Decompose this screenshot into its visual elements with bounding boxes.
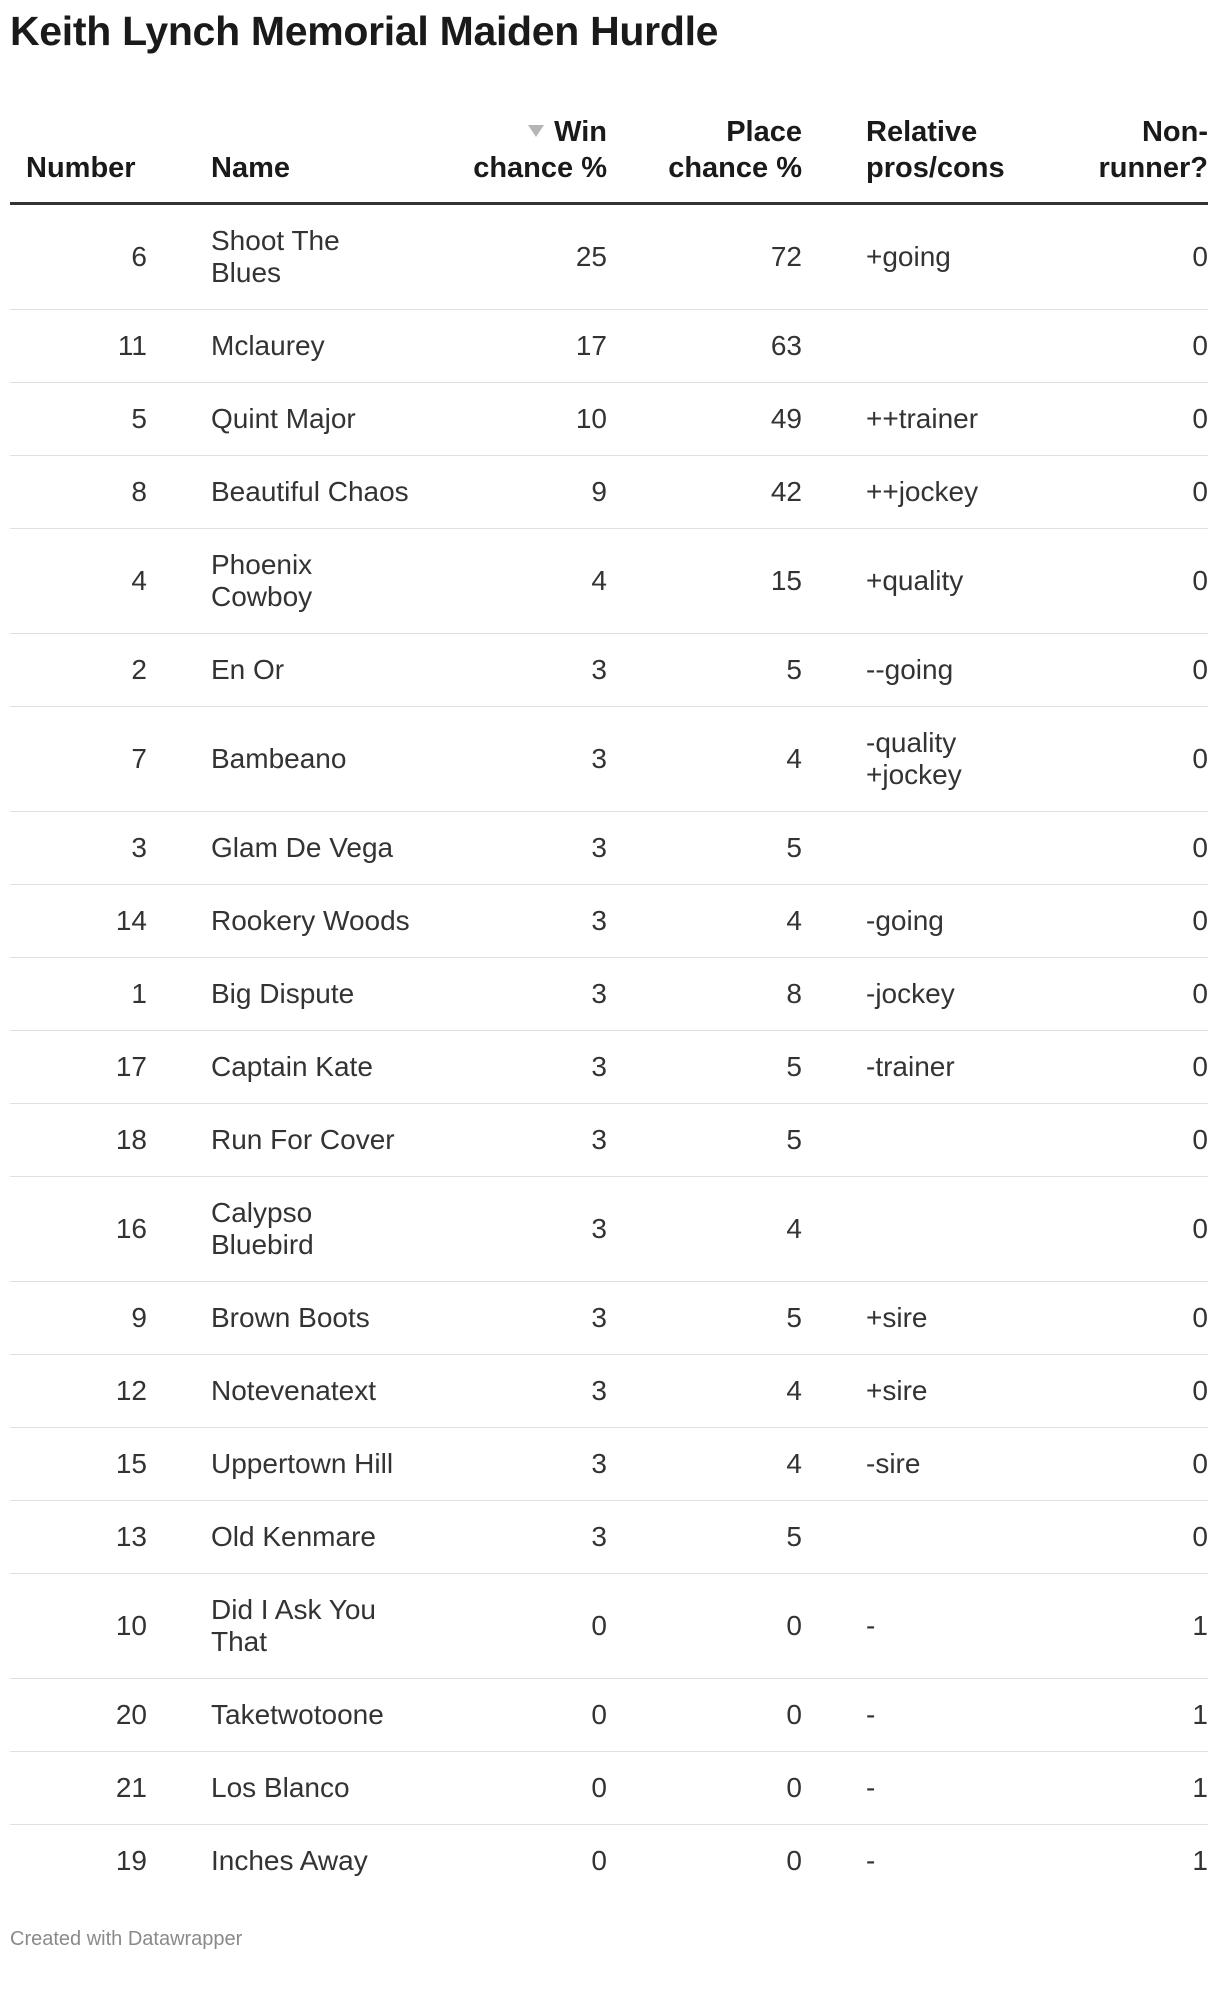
cell-pros-cons: [802, 1574, 1042, 1679]
cell-name-line: Brown Boots: [211, 1302, 370, 1333]
cell-non-runner: 0: [1042, 204, 1208, 310]
cell-pros-cons: [802, 1282, 1042, 1355]
cell-name: [200, 1282, 450, 1355]
cell-pros-cons-line: -: [866, 1610, 876, 1641]
cell-name-line: Notevenatext: [211, 1375, 376, 1406]
cell-number: 9: [10, 1282, 200, 1355]
cell-win-chance: 3: [450, 1031, 607, 1104]
column-header-non-runner[interactable]: [1042, 106, 1208, 204]
cell-place-chance: 5: [607, 1104, 802, 1177]
cell-win-chance: 9: [450, 456, 607, 529]
cell-pros-cons-line: ++trainer: [866, 403, 979, 434]
cell-non-runner: 1: [1192, 1845, 1208, 1876]
cell-win-chance: 3: [450, 1282, 607, 1355]
cell-name: [200, 1177, 450, 1282]
cell-pros-cons: [802, 1177, 1042, 1282]
cell-place-chance: 8: [607, 958, 802, 1031]
cell-number: 8: [10, 456, 200, 529]
cell-name-line: Shoot The: [211, 225, 340, 256]
cell-win-chance: 3: [450, 634, 607, 707]
cell-pros-cons: [802, 1428, 1042, 1501]
cell-name: [200, 885, 450, 958]
table-row: [10, 383, 1208, 456]
cell-place-chance: 0: [607, 1679, 802, 1752]
cell-pros-cons-line: -going: [866, 905, 944, 936]
cell-name: [200, 1501, 450, 1574]
cell-number: 2: [10, 634, 200, 707]
table-row: [10, 1177, 1208, 1282]
cell-pros-cons: [802, 1104, 1042, 1177]
cell-place-chance: 72: [607, 204, 802, 310]
cell-pros-cons-line: -: [866, 1845, 876, 1876]
table-row: [10, 529, 1208, 634]
cell-pros-cons-line: -: [866, 1772, 876, 1803]
cell-pros-cons-line: --going: [866, 654, 954, 685]
cell-name-line: Old Kenmare: [211, 1521, 376, 1552]
cell-place-chance: 5: [607, 1501, 802, 1574]
column-header-place-chance[interactable]: [607, 106, 802, 204]
cell-win-chance: 3: [450, 1177, 607, 1282]
cell-number: 10: [10, 1574, 200, 1679]
cell-win-chance: 25: [450, 204, 607, 310]
cell-name-line: Calypso: [211, 1197, 313, 1228]
table-row: [10, 1355, 1208, 1428]
cell-win-chance: 3: [450, 707, 607, 812]
cell-pros-cons: [802, 456, 1042, 529]
cell-win-chance: 10: [450, 383, 607, 456]
cell-place-chance: 5: [607, 1282, 802, 1355]
cell-pros-cons-line: ++jockey: [866, 476, 979, 507]
cell-name: [200, 529, 450, 634]
column-header-win-chance[interactable]: [450, 106, 607, 204]
cell-name: [200, 1825, 450, 1898]
cell-pros-cons: [802, 1752, 1042, 1825]
cell-number: 14: [10, 885, 200, 958]
cell-number: 15: [10, 1428, 200, 1501]
cell-name-line: Bluebird: [211, 1229, 314, 1260]
cell-pros-cons-line: -jockey: [866, 978, 955, 1009]
cell-pros-cons: [802, 634, 1042, 707]
cell-pros-cons-line: +sire: [866, 1302, 928, 1333]
cell-number: 6: [10, 204, 200, 310]
cell-pros-cons-line: +going: [866, 241, 951, 272]
cell-name-line: Taketwotoone: [211, 1699, 384, 1730]
cell-pros-cons: [802, 1355, 1042, 1428]
cell-number: 17: [10, 1031, 200, 1104]
cell-pros-cons-line: +sire: [866, 1375, 928, 1406]
cell-non-runner: 0: [1042, 958, 1208, 1031]
cell-non-runner: 0: [1042, 310, 1208, 383]
table-row: [10, 1825, 1208, 1898]
cell-name: [200, 1679, 450, 1752]
cell-name-line: Bambeano: [211, 743, 347, 774]
cell-pros-cons-line: -quality: [866, 727, 957, 758]
cell-number: 18: [10, 1104, 200, 1177]
cell-pros-cons: [802, 383, 1042, 456]
cell-name: [200, 310, 450, 383]
cell-place-chance: 4: [607, 1177, 802, 1282]
cell-name-line: Rookery Woods: [211, 905, 410, 936]
cell-pros-cons-line: -sire: [866, 1448, 921, 1479]
cell-name: [200, 1104, 450, 1177]
cell-non-runner: 0: [1042, 1282, 1208, 1355]
table-row: [10, 885, 1208, 958]
table-row: [10, 310, 1208, 383]
cell-pros-cons-line: -: [866, 1699, 876, 1730]
table-row: [10, 1031, 1208, 1104]
table-row: [10, 707, 1208, 812]
column-header-label-line1: Relative: [866, 116, 978, 148]
cell-name: [200, 812, 450, 885]
cell-non-runner: 0: [1042, 1104, 1208, 1177]
cell-win-chance: 0: [450, 1679, 607, 1752]
table-row: [10, 1501, 1208, 1574]
cell-pros-cons-line: -trainer: [866, 1051, 955, 1082]
cell-name: [200, 958, 450, 1031]
cell-name-line: En Or: [211, 654, 285, 685]
cell-number: 1: [10, 958, 200, 1031]
cell-place-chance: 42: [607, 456, 802, 529]
table-row: [10, 812, 1208, 885]
column-header-label-line2: runner?: [1098, 152, 1208, 184]
cell-pros-cons: [802, 204, 1042, 310]
cell-pros-cons: [802, 1501, 1042, 1574]
cell-pros-cons: [802, 885, 1042, 958]
cell-name: [200, 456, 450, 529]
column-header-label: Name: [211, 152, 290, 184]
cell-place-chance: 5: [607, 1031, 802, 1104]
column-header-label-line1: Win: [554, 116, 607, 148]
cell-non-runner: 0: [1042, 529, 1208, 634]
cell-non-runner: 0: [1042, 1501, 1208, 1574]
cell-name: [200, 383, 450, 456]
cell-number: 16: [10, 1177, 200, 1282]
cell-win-chance: 0: [450, 1752, 607, 1825]
chart-title: Keith Lynch Memorial Maiden Hurdle: [10, 8, 719, 54]
cell-number: 5: [10, 383, 200, 456]
cell-number: 19: [115, 1845, 147, 1876]
cell-win-chance: 17: [450, 310, 607, 383]
column-header-label: Number: [26, 152, 136, 184]
cell-name: [200, 204, 450, 310]
column-header-number[interactable]: [10, 106, 200, 204]
data-table: [10, 106, 1208, 1897]
table-row: [10, 456, 1208, 529]
cell-win-chance: 0: [450, 1574, 607, 1679]
cell-pros-cons: [802, 529, 1042, 634]
cell-place-chance: 0: [607, 1574, 802, 1679]
column-header-label-line1: Place: [726, 116, 802, 148]
cell-number: 11: [10, 310, 200, 383]
cell-win-chance: 4: [450, 529, 607, 634]
cell-pros-cons: [802, 958, 1042, 1031]
cell-win-chance: 3: [450, 885, 607, 958]
table-row: [10, 1104, 1208, 1177]
cell-place-chance: 5: [607, 634, 802, 707]
cell-win-chance: 3: [450, 1428, 607, 1501]
cell-number: 12: [10, 1355, 200, 1428]
column-header-name[interactable]: [200, 106, 450, 204]
cell-non-runner: 0: [1042, 885, 1208, 958]
cell-non-runner: 0: [1042, 1355, 1208, 1428]
cell-pros-cons-line: +quality: [866, 565, 964, 596]
cell-pros-cons: [802, 310, 1042, 383]
cell-pros-cons-line: +jockey: [866, 759, 962, 790]
cell-win-chance: 3: [450, 958, 607, 1031]
cell-non-runner: 0: [1042, 634, 1208, 707]
cell-number: 21: [10, 1752, 200, 1825]
cell-pros-cons: [802, 1031, 1042, 1104]
cell-non-runner: 1: [1042, 1752, 1208, 1825]
cell-non-runner: 0: [1042, 456, 1208, 529]
column-header-label-line2: chance %: [668, 152, 802, 184]
table-row: [10, 1428, 1208, 1501]
cell-non-runner: 0: [1042, 812, 1208, 885]
cell-place-chance: 0: [786, 1845, 802, 1876]
cell-win-chance: 3: [450, 812, 607, 885]
column-header-label-line1: Non-: [1141, 116, 1208, 148]
cell-number: 7: [10, 707, 200, 812]
cell-non-runner: 1: [1042, 1574, 1208, 1679]
table-row: [10, 1574, 1208, 1679]
header-row: [10, 106, 1208, 204]
cell-place-chance: 4: [607, 707, 802, 812]
cell-name: [200, 1574, 450, 1679]
cell-name-line: Mclaurey: [211, 330, 325, 361]
cell-name-line: Captain Kate: [211, 1051, 373, 1082]
table-row: [10, 1679, 1208, 1752]
table-row: [10, 1282, 1208, 1355]
cell-name-line: Los Blanco: [211, 1772, 350, 1803]
table-row: [10, 1752, 1208, 1825]
cell-name-line: Glam De Vega: [211, 832, 394, 863]
cell-number: 20: [10, 1679, 200, 1752]
cell-non-runner: 0: [1042, 707, 1208, 812]
cell-place-chance: 4: [607, 1355, 802, 1428]
cell-pros-cons: [802, 1679, 1042, 1752]
cell-number: 3: [10, 812, 200, 885]
cell-name-line: Beautiful Chaos: [211, 476, 409, 507]
column-header-pros-cons[interactable]: [802, 106, 1042, 204]
cell-non-runner: 0: [1042, 1177, 1208, 1282]
cell-name: [200, 1428, 450, 1501]
table-row: [10, 958, 1208, 1031]
cell-pros-cons: [802, 1825, 1042, 1898]
cell-name-line: Uppertown Hill: [211, 1448, 394, 1479]
cell-number: 13: [10, 1501, 200, 1574]
cell-number: 4: [10, 529, 200, 634]
sort-descending-icon: [528, 125, 544, 137]
cell-name-line: Did I Ask You: [211, 1594, 377, 1625]
table-row: [10, 204, 1208, 310]
column-header-label-line2: chance %: [473, 152, 607, 184]
cell-name: [200, 1031, 450, 1104]
cell-win-chance: 3: [450, 1501, 607, 1574]
cell-name: [200, 1355, 450, 1428]
cell-name-line: Inches Away: [211, 1845, 368, 1876]
cell-pros-cons: [802, 812, 1042, 885]
cell-place-chance: 4: [607, 1428, 802, 1501]
cell-non-runner: 0: [1042, 1031, 1208, 1104]
cell-place-chance: 5: [607, 812, 802, 885]
cell-name-line: Phoenix: [211, 549, 313, 580]
cell-non-runner: 0: [1042, 383, 1208, 456]
cell-place-chance: 15: [607, 529, 802, 634]
cell-win-chance: 3: [450, 1104, 607, 1177]
cell-name: [200, 634, 450, 707]
cell-pros-cons: [802, 707, 1042, 812]
cell-name-line: Run For Cover: [211, 1124, 395, 1155]
footer-credit: Created with Datawrapper: [10, 1928, 243, 1950]
cell-place-chance: 4: [607, 885, 802, 958]
cell-name: [200, 1752, 450, 1825]
cell-non-runner: 1: [1042, 1679, 1208, 1752]
cell-name: [200, 707, 450, 812]
cell-place-chance: 63: [607, 310, 802, 383]
cell-name-line: Big Dispute: [211, 978, 355, 1009]
cell-non-runner: 0: [1042, 1428, 1208, 1501]
cell-name-line: Blues: [211, 257, 282, 288]
cell-win-chance: 0: [591, 1845, 607, 1876]
table-body: [10, 204, 1208, 1898]
cell-win-chance: 3: [450, 1355, 607, 1428]
cell-name-line: Quint Major: [211, 403, 356, 434]
column-header-label-line2: pros/cons: [866, 152, 1005, 184]
cell-place-chance: 49: [607, 383, 802, 456]
cell-name-line: Cowboy: [211, 581, 313, 612]
table-row: [10, 634, 1208, 707]
cell-place-chance: 0: [607, 1752, 802, 1825]
cell-name-line: That: [211, 1626, 268, 1657]
